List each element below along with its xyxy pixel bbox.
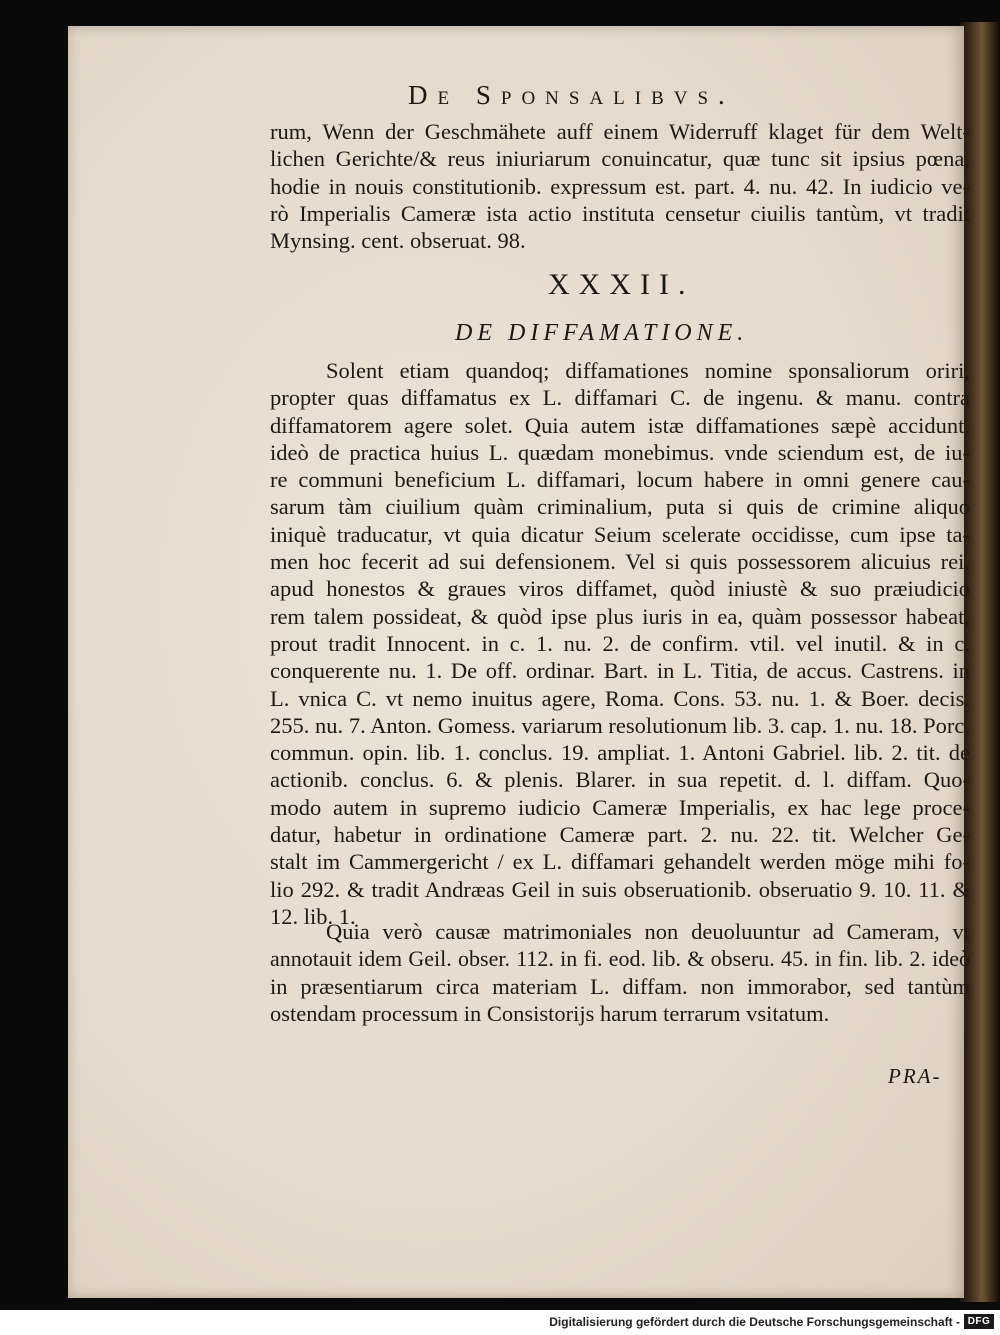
text-line: stalt im Cammergericht / ex L. diffamari gehandelt werden möge mihi fo- [270,849,970,875]
text-line: re communi beneficium L. diffamari, locum habere in omni genere cau- [270,467,970,493]
text-line: annotauit idem Geil. obser. 112. in fi. eod. lib. & obseru. 45. in fin. lib. 2. ideò [270,946,970,972]
section-number: XXXII. [548,268,695,301]
text-line: diffamatorem agere solet. Quia autem istæ diffamationes sæpè accidunt, [270,412,970,438]
text-line: actionib. conclus. 6. & plenis. Blarer. in sua repetit. d. l. diffam. Quo- [270,767,970,793]
text-line: propter quas diffamatus ex L. diffamari C. de ingenu. & manu. contra [270,385,970,411]
text-line: hodie in nouis constitutionib. expressum est. part. 4. nu. 42. In iudicio ve- [270,173,970,199]
text-line: rò Imperialis Cameræ ista actio instituta censetur ciuilis tantùm, vt tradit [270,200,970,226]
catchword: PRA- [888,1064,942,1088]
text-line: Quia verò causæ matrimoniales non deuoluuntur ad Cameram, vt [326,919,970,944]
text-line: men hoc fecerit ad sui defensionem. Vel si quis possessorem alicuius rei, [270,549,970,575]
text-line: in præsentiarum circa materiam L. diffam. non immorabor, sed tantùm [270,973,970,999]
text-line: Solent etiam quandoq; diffamationes nomine sponsaliorum oriri, [326,358,970,383]
text-line: sarum tàm ciuilium quàm criminalium, puta si quis de crimine aliquo [270,494,970,520]
paragraph-2 [270,357,970,930]
text-line: Mynsing. cent. obseruat. 98. [270,228,526,254]
running-head: De Sponsalibvs. [408,80,735,110]
footer-credit: Digitalisierung gefördert durch die Deutsche Forschungsgemeinschaft - [549,1315,960,1329]
text-line: lio 292. & tradit Andræas Geil in suis obseruationib. obseruatio 9. 10. 11. & [270,876,970,902]
text-line: apud honestos & graues viros diffamet, quòd iniustè & suo præiudicio [270,576,970,602]
text-line: modo autem in supremo iudicio Cameræ Imperialis, ex hac lege proce- [270,794,970,820]
paragraph-3 [270,918,970,1027]
text-line: L. vnica C. vt nemo inuitus agere, Roma. Cons. 53. nu. 1. & Boer. decis. [270,685,970,711]
text-line: rem talem possideat, & quòd ipse plus iuris in ea, quàm possessor habeat, [270,603,970,629]
text-line: iniquè traducatur, vt quia dicatur Seium scelerate occidisse, cum ipse ta- [270,521,970,547]
text-line: conquerente nu. 1. De off. ordinar. Bart. in L. Titia, de accus. Castrens. in [270,658,970,684]
text-line: datur, habetur in ordinatione Cameræ part. 2. nu. 22. tit. Welcher Ge- [270,822,970,848]
text-line: rum, Wenn der Geschmähete auff einem Widerruff klaget für dem Welt- [270,119,970,144]
dfg-logo: DFG [964,1314,994,1329]
text-line: 12. lib. 1. [270,903,356,929]
footer-bar [0,1310,1000,1335]
text-line: commun. opin. lib. 1. conclus. 19. ampliat. 1. Antoni Gabriel. lib. 2. tit. de [270,740,970,766]
text-line: prout tradit Innocent. in c. 1. nu. 2. de confirm. vtil. vel inutil. & in c. [270,630,970,656]
text-line: ideò de practica huius L. quædam monebimus. vnde sciendum est, de iu- [270,439,970,465]
section-title: DE DIFFAMATIONE. [455,320,749,346]
text-line: lichen Gerichte/& reus iniuriarum conuincatur, quæ tunc sit ipsius pœna, [270,146,970,172]
text-line: ostendam processum in Consistorijs harum terrarum vsitatum. [270,1000,830,1026]
text-line: 255. nu. 7. Anton. Gomess. variarum resolutionum lib. 3. cap. 1. nu. 18. Porc. [270,712,970,738]
paragraph-1 [270,118,970,254]
